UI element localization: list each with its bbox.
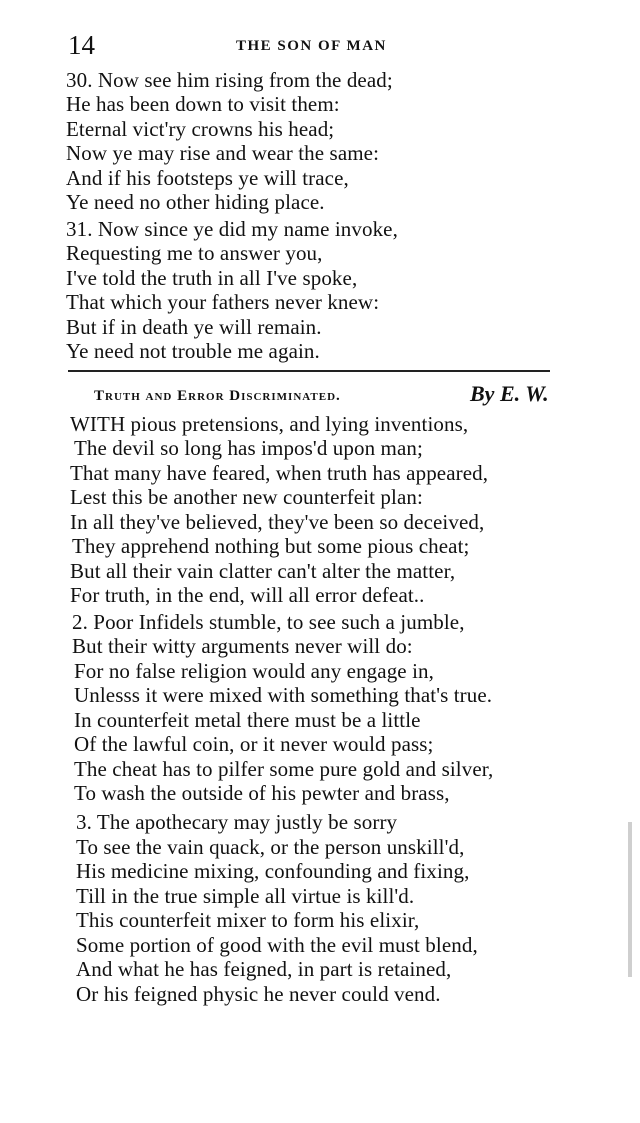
poem-title: Truth and Error Discriminated. xyxy=(94,388,341,404)
poem-line: Ye need no other hiding place. xyxy=(66,190,325,214)
poem-line: And if his footsteps ye will trace, xyxy=(66,166,349,190)
poem-line: Now ye may rise and wear the same: xyxy=(66,141,380,165)
poem-line: Ye need not trouble me again. xyxy=(66,339,320,363)
poem-line: Some portion of good with the evil must blend, xyxy=(76,933,478,957)
poem-line: The cheat has to pilfer some pure gold and silver, xyxy=(74,757,494,781)
poem-line: 2. Poor Infidels stumble, to see such a jumble, xyxy=(72,610,465,634)
poem-line: To see the vain quack, or the person unskill'd, xyxy=(76,835,465,859)
poem-line: And what he has feigned, in part is retained, xyxy=(76,957,452,981)
poem-line: The devil so long has impos'd upon man; xyxy=(74,436,423,460)
poem-line: This counterfeit mixer to form his elixir, xyxy=(76,908,420,932)
section-divider xyxy=(68,370,550,372)
poem-line: Or his feigned physic he never could vend. xyxy=(76,982,441,1006)
poem-line: His medicine mixing, confounding and fixing, xyxy=(76,859,470,883)
poem-line: I've told the truth in all I've spoke, xyxy=(66,266,358,290)
page-header xyxy=(68,30,548,60)
running-head: THE SON OF MAN xyxy=(236,38,387,54)
poem-line: For truth, in the end, will all error defeat.. xyxy=(70,583,425,607)
poem-line: WITH pious pretensions, and lying inventions, xyxy=(70,412,469,436)
poem-line: That many have feared, when truth has appeared, xyxy=(70,461,489,485)
poem-line: Eternal vict'ry crowns his head; xyxy=(66,117,335,141)
poem-line: Unlesss it were mixed with something that's true. xyxy=(74,683,493,707)
poem-line: 3. The apothecary may justly be sorry xyxy=(76,810,398,834)
poem-line: Requesting me to answer you, xyxy=(66,241,323,265)
poem-line: 31. Now since ye did my name invoke, xyxy=(66,217,398,241)
poem-line: To wash the outside of his pewter and brass, xyxy=(74,781,450,805)
poem-line: In counterfeit metal there must be a little xyxy=(74,708,421,732)
poem-line: In all they've believed, they've been so deceived, xyxy=(70,510,485,534)
poem-line: But their witty arguments never will do: xyxy=(72,634,413,658)
scan-margin-shadow xyxy=(628,822,632,977)
poem-line: But if in death ye will remain. xyxy=(66,315,322,339)
poem-line: For no false religion would any engage in, xyxy=(74,659,434,683)
poem-line: Of the lawful coin, or it never would pass; xyxy=(74,732,434,756)
poem-line: Lest this be another new counterfeit plan: xyxy=(70,485,423,509)
poem-line: They apprehend nothing but some pious cheat; xyxy=(72,534,470,558)
poem-line: But all their vain clatter can't alter the matter, xyxy=(70,559,456,583)
poem-line: He has been down to visit them: xyxy=(66,92,340,116)
poem-line: 30. Now see him rising from the dead; xyxy=(66,68,393,92)
page-number: 14 xyxy=(68,30,95,60)
poem-byline: By E. W. xyxy=(470,381,549,406)
poem-line: That which your fathers never knew: xyxy=(66,290,380,314)
poem-line: Till in the true simple all virtue is kill'd. xyxy=(76,884,415,908)
